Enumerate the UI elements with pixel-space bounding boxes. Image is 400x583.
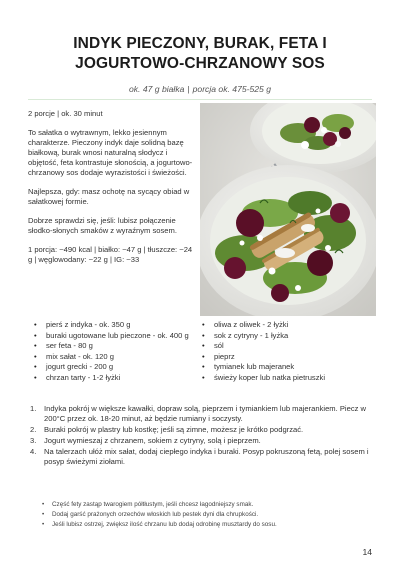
ingredient-item: • pierś z indyka - ok. 350 g xyxy=(34,320,192,330)
recipe-description xyxy=(28,109,196,274)
ingredients-column-1 xyxy=(34,320,192,383)
tip-item: • Część fety zastąp twarogiem półtłustym, jeśli chcesz łagodniejszy smak. xyxy=(42,500,372,510)
step-text: Jogurt wymieszaj z chrzanem, sokiem z cytryny, solą i pieprzem. xyxy=(44,436,261,445)
preparation-steps xyxy=(28,404,374,468)
recipe-subtitle xyxy=(20,84,380,94)
salad-photo-illustration xyxy=(200,103,376,316)
ingredient-item: • świeży koper lub natka pietruszki xyxy=(202,373,372,383)
ingredient-item: • chrzan tarty - 1-2 łyżki xyxy=(34,373,192,383)
page-number: 14 xyxy=(362,547,372,557)
subtitle-separator: | xyxy=(187,84,190,94)
step-number: 3. xyxy=(30,436,37,445)
step-text: Na talerzach ułóż mix sałat, dodaj ciepłego indyka i buraki. Posyp pokruszoną fetą, polej sosem i posyp świeżymi ziołami. xyxy=(44,447,369,466)
recipe-best-for: Najlepsza, gdy: masz ochotę na sycący obiad w sałatkowej formie. xyxy=(28,187,190,206)
ingredient-item: • jogurt grecki - 200 g xyxy=(34,362,192,372)
recipe-nutrition: 1 porcja: ~490 kcal | białko: ~47 g | tłuszcze: ~24 g | węglowodany: ~22 g | IG: ~33 xyxy=(28,245,193,264)
ingredient-item: • mix sałat - ok. 120 g xyxy=(34,352,192,362)
recipe-meta: 2 porcje | ok. 30 minut xyxy=(28,109,103,118)
recipe-title: INDYK PIECZONY, BURAK, FETA I JOGURTOWO-CHRZANOWY SOS xyxy=(73,35,327,72)
accent-divider xyxy=(28,99,372,100)
ingredient-item: • buraki ugotowane lub pieczone - ok. 400 g xyxy=(34,331,192,341)
salad-photo xyxy=(200,103,376,316)
tip-item: • Jeśli lubisz ostrzej, zwiększ ilość chrzanu lub dodaj odrobinę musztardy do sosu. xyxy=(42,520,372,530)
step-text: Indyka pokrój w większe kawałki, dopraw solą, pieprzem i tymiankiem lub majerankiem. Piecz w 200°C przez ok. 18-20 minut, aż będzie rumiany i soczysty. xyxy=(44,404,367,423)
recipe-good-for: Dobrze sprawdzi się, jeśli: lubisz połączenie słodko-słonych smaków z wyraźnym sosem. xyxy=(28,216,177,235)
ingredients-column-2 xyxy=(202,320,372,383)
step-item xyxy=(28,447,374,467)
ingredient-item: • sól xyxy=(202,341,372,351)
portion-info: porcja ok. 475-525 g xyxy=(192,84,271,94)
ingredient-item: • pieprz xyxy=(202,352,372,362)
recipe-tips xyxy=(42,500,372,530)
step-item xyxy=(28,436,374,446)
step-item xyxy=(28,404,374,424)
step-item xyxy=(28,425,374,435)
recipe-intro: To sałatka o wytrawnym, lekko jesiennym charakterze. Pieczony indyk daje solidną bazę białkową, burak wnosi naturalną słodycz i objętość, feta kontrastuje słonością, a jogurtowo-chrzanowy sos dodaje wyrazistości i świeżości. xyxy=(28,128,193,177)
step-number: 1. xyxy=(30,404,37,413)
step-text: Buraki pokrój w plastry lub kostkę; jeśli są zimne, możesz je krótko podgrzać. xyxy=(44,425,304,434)
protein-info: ok. 47 g białka xyxy=(128,84,185,94)
ingredient-item: • ser feta - 80 g xyxy=(34,341,192,351)
ingredient-item: • tymianek lub majeranek xyxy=(202,362,372,372)
ingredient-item: • oliwa z oliwek - 2 łyżki xyxy=(202,320,372,330)
step-number: 4. xyxy=(30,447,37,456)
tip-item: • Dodaj garść prażonych orzechów włoskich lub pestek dyni dla chrupkości. xyxy=(42,510,372,520)
step-number: 2. xyxy=(30,425,37,434)
ingredient-item: • sok z cytryny - 1 łyżka xyxy=(202,331,372,341)
